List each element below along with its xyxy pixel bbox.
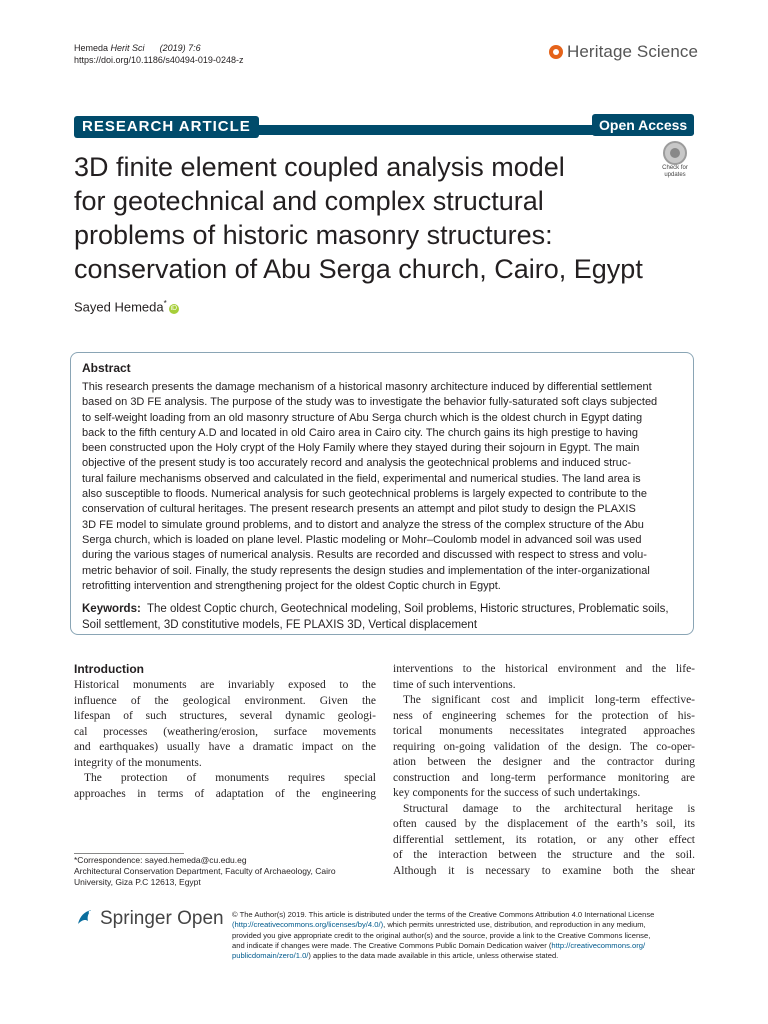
abstract-line: back to the fifth century A.D and located in old Cairo area in Cairo city. The church gains its high prestige to having <box>82 426 639 439</box>
check-updates-line1: Check for <box>662 165 688 171</box>
author-line <box>74 299 179 314</box>
citation-year: (2019) 7:6 <box>159 43 201 53</box>
title-line: conservation of Abu Serga church, Cairo, Egypt <box>74 254 643 284</box>
body-line: Although it is necessary to examine both the shear <box>393 864 695 877</box>
body-line: differential settlement, its rotation, or any other effect <box>393 833 695 846</box>
license-line: and indicate if changes were made. The Creative Commons Public Domain Dedication waiver ( <box>232 940 552 950</box>
license-line: provided you give appropriate credit to the original author(s) and the source, provide a link to the Creative Commons license, <box>232 930 651 940</box>
body-line: approaches in terms of adaptation of the engineering <box>74 787 376 800</box>
abstract-line: tural failure mechanisms observed and calculated in the field, experimental and numerical studies. The land area is <box>82 472 641 485</box>
heritage-science-logo-icon <box>549 45 563 59</box>
body-line: torical monuments necessitates integrated approaches <box>393 725 695 737</box>
corresponding-mark: * <box>163 299 167 308</box>
license-text <box>232 910 694 961</box>
footnote-rule <box>74 853 184 854</box>
body-line: interventions to the historical environment and the life- <box>393 663 695 675</box>
abstract-line: during the various stages of numerical analysis. Results are recorded and discussed with respect to stress and volu- <box>82 549 647 562</box>
article-type-label: RESEARCH ARTICLE <box>74 116 259 138</box>
orcid-icon[interactable]: iD <box>170 305 178 313</box>
citation-journal: Herit Sci <box>110 43 145 53</box>
article-title <box>74 150 654 286</box>
abstract-line: objective of the present study is too accurately record and analysis the geotechnical problems and induced struc- <box>82 457 632 470</box>
abstract-line: This research presents the damage mechanism of a historical masonry architecture induced by differential settlement <box>82 381 652 393</box>
title-line: 3D finite element coupled analysis model <box>74 152 565 182</box>
body-line: integrity of the monuments. <box>74 756 202 769</box>
body-line: time of such interventions. <box>393 678 516 691</box>
body-line: ness of engineering schemes for the protection of his- <box>393 709 695 722</box>
license-line: © The Author(s) 2019. This article is distributed under the terms of the Creative Commons Attribution 4.0 International License <box>232 910 655 919</box>
abstract-text <box>82 380 682 594</box>
check-updates-icon <box>663 141 687 165</box>
body-line: cal processes (weathering/erosion, surface movements <box>74 725 376 738</box>
keywords-line: The oldest Coptic church, Geotechnical modeling, Soil problems, Historic structures, Problematic soils, <box>146 603 669 615</box>
keywords-line: Soil settlement, 3D constitutive models, FE PLAXIS 3D, Vertical displacement <box>82 618 478 631</box>
body-line: The significant cost and implicit long-term effective- <box>403 694 695 706</box>
abstract-line: to self-weight loading from an old masonry structure of Abu Serga church which is the oldest church in Egypt dating <box>82 411 643 424</box>
body-line: The protection of monuments requires special <box>84 772 376 784</box>
abstract-line: Serga church, which is loaded on plane level. Plastic modeling or Mohr–Coulomb model in advanced soil was used <box>82 533 642 546</box>
open-access-badge: Open Access <box>592 114 694 136</box>
body-line: and earthquakes) usually have a dramatic impact on the <box>74 741 376 753</box>
abstract-line: conservation of cultural heritages. The present research presents an attempt and pilot study to design the PLAXIS <box>82 503 636 516</box>
journal-brand-name: Heritage Science <box>567 42 699 61</box>
publisher-name: Springer <box>100 908 172 929</box>
license-link[interactable]: (http://creativecommons.org/licenses/by/4.0/) <box>232 920 384 930</box>
body-line: Historical monuments are invariably exposed to the <box>74 679 376 691</box>
springer-horse-icon <box>74 906 96 928</box>
abstract-line: based on 3D FE analysis. The purpose of the study was to investigate the behavior fully-saturated soft clays subjected <box>82 396 658 409</box>
keywords-label: Keywords: <box>82 603 141 615</box>
citation-line <box>74 42 201 54</box>
abstract-heading: Abstract <box>82 361 131 375</box>
author-name[interactable]: Sayed Hemeda <box>74 299 164 315</box>
body-line: ation between the designer and the contractor during <box>393 756 695 768</box>
title-line: problems of historic masonry structures: <box>74 220 553 250</box>
body-line: requiring on-going validation of the design. The co-oper- <box>393 740 695 753</box>
abstract-line: also susceptible to floods. Numerical analysis for such geotechnical problems is largely expected to contribute to the <box>82 488 647 501</box>
license-line: , which permits unrestricted use, distribution, and reproduction in any medium, <box>383 920 646 930</box>
check-for-updates-badge[interactable] <box>657 141 693 179</box>
body-right-column <box>393 662 695 879</box>
body-line: lifespan of such structures, several dynamic geologi- <box>74 710 376 722</box>
body-line: often caused by the displacement of the earth’s soil, its <box>393 818 695 830</box>
public-domain-link[interactable]: http://creativecommons.org/ <box>551 940 646 950</box>
body-line: Structural damage to the architectural heritage is <box>403 802 695 815</box>
abstract-line: metric behavior of soil. Finally, the study represents the design studies and implementation of the inter-organizational <box>82 564 650 577</box>
journal-brand[interactable] <box>549 42 698 62</box>
public-domain-link[interactable]: publicdomain/zero/1.0/ <box>232 951 309 961</box>
check-updates-line2: updates <box>664 172 686 178</box>
footnote-line: *Correspondence: sayed.hemeda@cu.edu.eg <box>74 855 247 865</box>
body-line: influence of the geological environment. Given the <box>74 694 376 707</box>
doi-link[interactable]: https://doi.org/10.1186/s40494-019-0248-z <box>74 55 244 65</box>
body-line: of the interaction between the structure and the soil. <box>393 849 695 861</box>
correspondence-footnote <box>74 855 374 889</box>
footnote-line: University, Giza P.C 12613, Egypt <box>74 877 201 888</box>
title-line: for geotechnical and complex structural <box>74 186 544 216</box>
footnote-line: Architectural Conservation Department, Faculty of Archaeology, Cairo <box>74 866 336 877</box>
body-line: construction and long-term performance monitoring are <box>393 771 695 784</box>
keywords <box>82 602 682 633</box>
body-left-column <box>74 678 376 802</box>
license-line: ) applies to the data made available in this article, unless otherwise stated. <box>308 951 559 961</box>
abstract-line: 3D FE model to simulate ground problems, and to distort and analyze the stress of the complex structure of the Abu <box>82 518 644 531</box>
introduction-heading: Introduction <box>74 662 144 676</box>
abstract-line: retrofitting intervention and strengthening project for the oldest Coptic church in Egypt. <box>82 579 501 592</box>
springer-open-logo[interactable] <box>74 906 224 930</box>
body-line: key components for the success of such undertakings. <box>393 787 641 799</box>
citation-author: Hemeda <box>74 43 109 53</box>
abstract-line: been constructed upon the Holy crypt of the Holy Family where they stayed during their sojourn in Egypt. The main <box>82 442 640 455</box>
publisher-suffix: Open <box>177 908 224 929</box>
